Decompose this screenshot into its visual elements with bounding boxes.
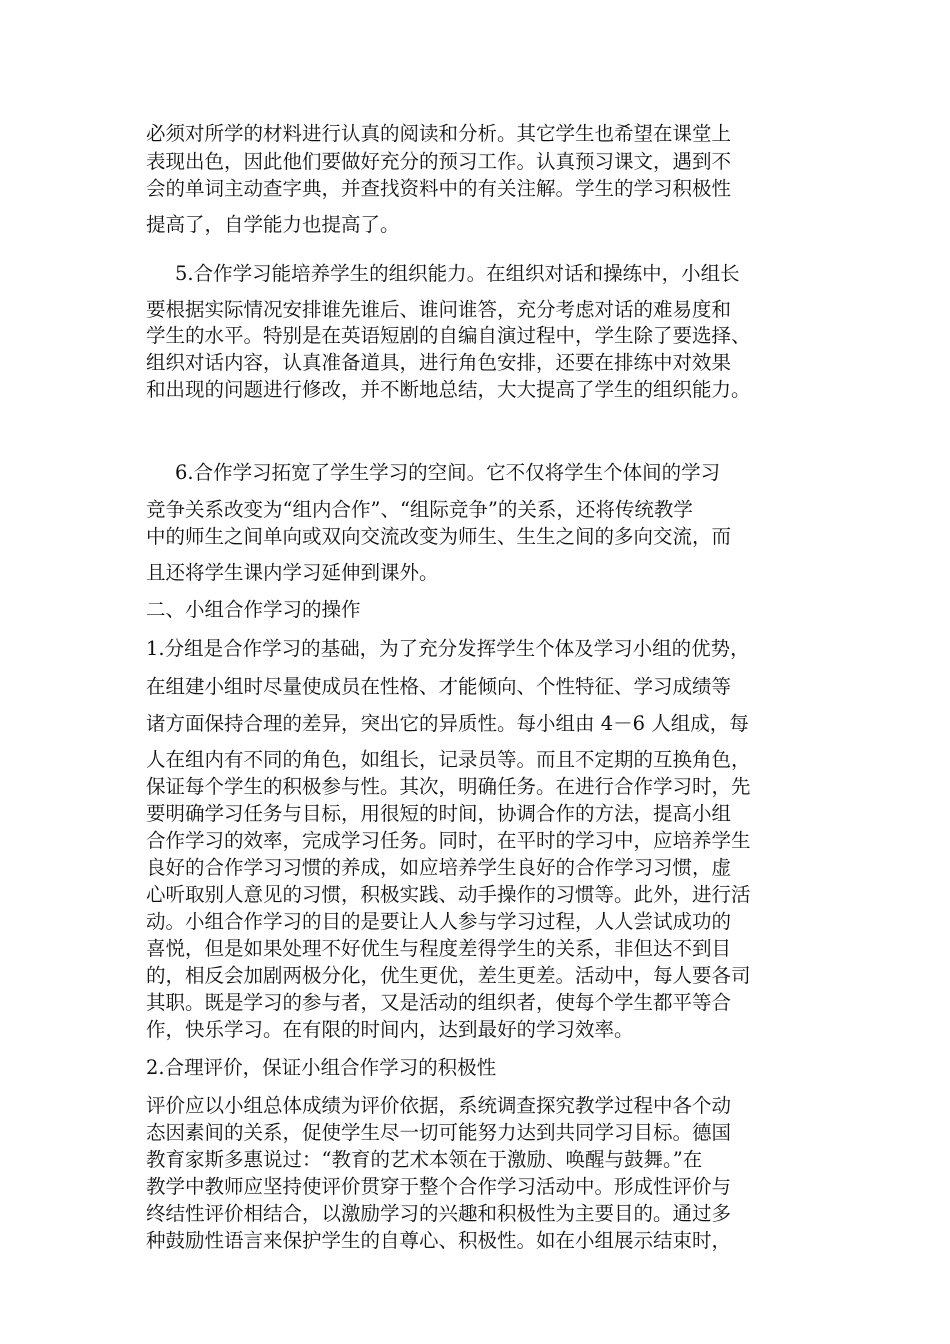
paragraph-line: 评价应以小组总体成绩为评价依据，系统调查探究教学过程中各个动 (146, 1094, 732, 1117)
paragraph-line: 人在组内有不同的角色，如组长，记录员等。而且不定期的互换角色， (146, 748, 751, 771)
paragraph-line: 诸方面保持合理的差异，突出它的异质性。每小组由 4－6 人组成，每 (146, 712, 749, 735)
paragraph-line: 动。小组合作学习的目的是要让人人参与学习过程，人人尝试成功的 (146, 910, 732, 933)
paragraph-line: 教学中教师应坚持使评价贯穿于整个合作学习活动中。形成性评价与 (146, 1175, 732, 1198)
paragraph-line: 必须对所学的材料进行认真的阅读和分析。其它学生也希望在课堂上 (146, 122, 732, 145)
paragraph-line: 的，相反会加剧两极分化，优生更优，差生更差。活动中，每人要各司 (146, 964, 751, 987)
paragraph-line: 组织对话内容，认真准备道具，进行角色安排，还要在排练中对效果 (146, 351, 732, 374)
paragraph-line: 中的师生之间单向或双向交流改变为师生、生生之间的多向交流，而 (146, 525, 732, 548)
paragraph-line: 心听取别人意见的习惯，积极实践、动手操作的习惯等。此外，进行活 (146, 883, 751, 906)
paragraph-line: 会的单词主动查字典，并查找资料中的有关注解。学生的学习积极性 (146, 177, 732, 200)
paragraph-line: 其职。既是学习的参与者，又是活动的组织者，使每个学生都平等合 (146, 991, 732, 1014)
paragraph-line: 提高了，自学能力也提高了。 (146, 213, 400, 236)
paragraph-line: 在组建小组时尽量使成员在性格、才能倾向、个性特征、学习成绩等 (146, 675, 732, 698)
paragraph-line: 作，快乐学习。在有限的时间内，达到最好的学习效率。 (146, 1018, 634, 1041)
paragraph-line: 表现出色，因此他们要做好充分的预习工作。认真预习课文，遇到不 (146, 150, 732, 173)
paragraph-line: 保证每个学生的积极参与性。其次，明确任务。在进行合作学习时，先 (146, 775, 751, 798)
section-heading: 二、小组合作学习的操作 (146, 598, 361, 621)
paragraph-line: 且还将学生课内学习延伸到课外。 (146, 561, 439, 584)
paragraph-line: 5.合作学习能培养学生的组织能力。在组织对话和操练中，小组长 (175, 262, 740, 285)
subsection-heading: 2.合理评价，保证小组合作学习的积极性 (146, 1056, 497, 1079)
paragraph-line: 要根据实际情况安排谁先谁后、谁问谁答，充分考虑对话的难易度和 (146, 298, 732, 321)
paragraph-line: 态因素间的关系，促使学生尽一切可能努力达到共同学习目标。德国 (146, 1121, 732, 1144)
paragraph-line: 学生的水平。特别是在英语短剧的自编自演过程中，学生除了要选择、 (146, 324, 751, 347)
paragraph-line: 要明确学习任务与目标，用很短的时间，协调合作的方法，提高小组 (146, 802, 732, 825)
paragraph-line: 教育家斯多惠说过：“教育的艺术本领在于激励、唤醒与鼓舞。”在 (146, 1148, 703, 1171)
paragraph-line: 竞争关系改变为“组内合作”、“组际竞争”的关系，还将传统教学 (146, 498, 693, 521)
paragraph-line: 良好的合作学习习惯的养成，如应培养学生良好的合作学习习惯，虚 (146, 856, 732, 879)
paragraph-line: 和出现的问题进行修改，并不断地总结，大大提高了学生的组织能力。 (146, 378, 751, 401)
paragraph-line: 终结性评价相结合，以激励学习的兴趣和积极性为主要目的。通过多 (146, 1202, 732, 1225)
paragraph-line: 种鼓励性语言来保护学生的自尊心、积极性。如在小组展示结束时， (146, 1229, 732, 1252)
paragraph-line: 合作学习的效率，完成学习任务。同时，在平时的学习中，应培养学生 (146, 829, 751, 852)
paragraph-line: 1.分组是合作学习的基础，为了充分发挥学生个体及学习小组的优势， (146, 637, 750, 660)
paragraph-line: 6.合作学习拓宽了学生学习的空间。它不仅将学生个体间的学习 (175, 461, 721, 484)
paragraph-line: 喜悦，但是如果处理不好优生与程度差得学生的关系，非但达不到目 (146, 937, 732, 960)
